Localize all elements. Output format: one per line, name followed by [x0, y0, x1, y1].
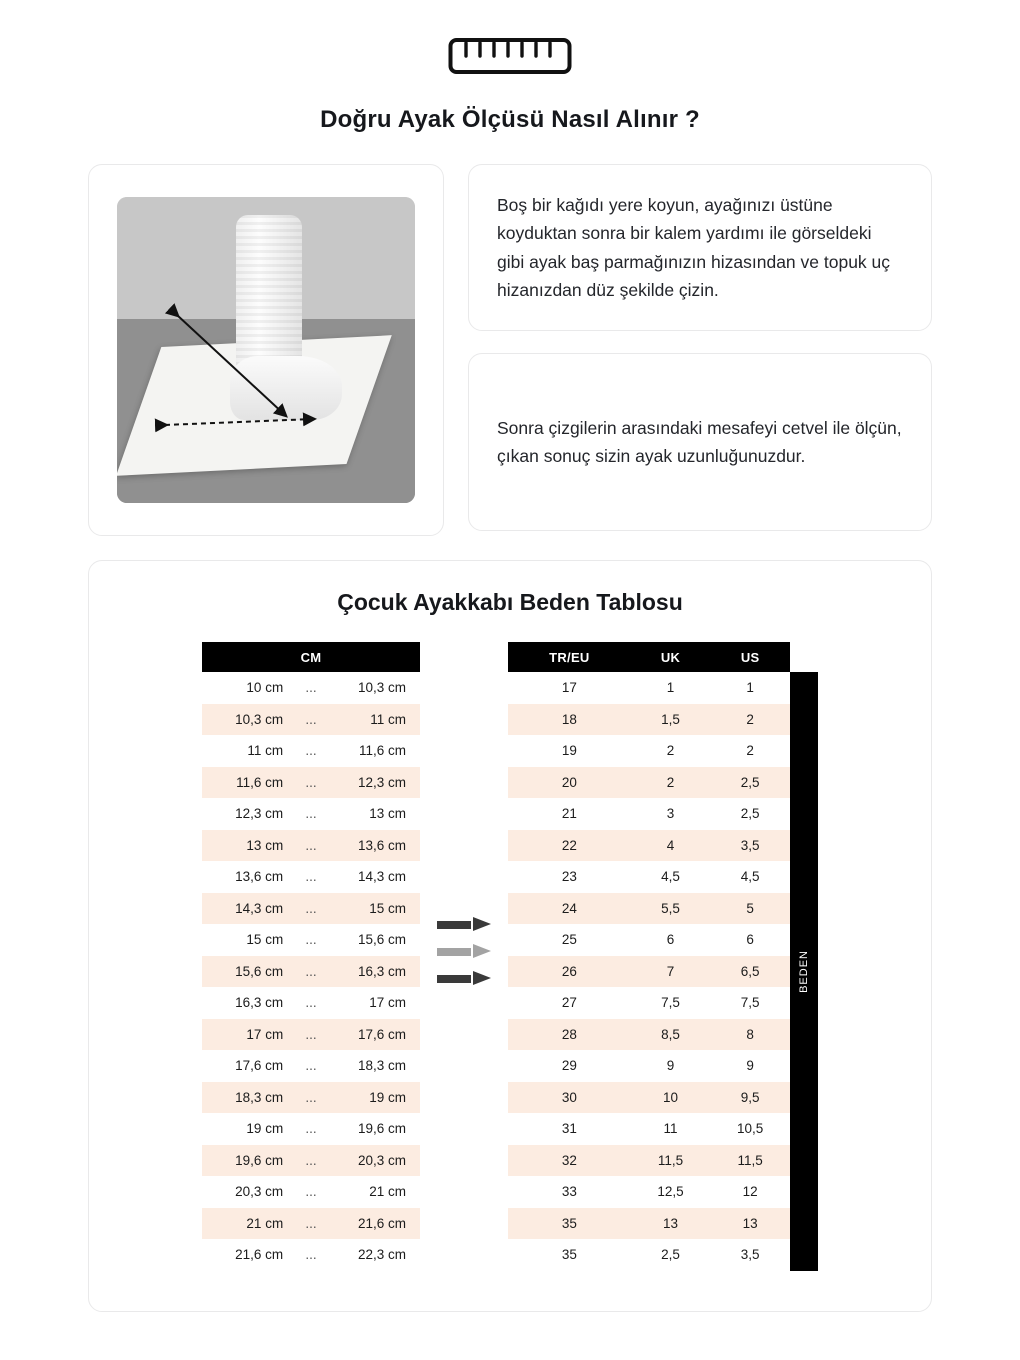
- size-cell: 11,5: [631, 1145, 711, 1177]
- cm-cell: 14,3 cm: [202, 893, 289, 925]
- cm-cell: ...: [289, 924, 333, 956]
- size-cell: 22: [508, 830, 631, 862]
- instruction-cards: [468, 164, 932, 531]
- cm-cell: 17,6 cm: [333, 1019, 420, 1051]
- instruction-card-2: Sonra çizgilerin arasındaki mesafeyi cetvel ile ölçün, çıkan sonuç sizin ayak uzunluğunuzdur.: [468, 353, 932, 531]
- cm-cell: 22,3 cm: [333, 1239, 420, 1271]
- table-row: [508, 956, 790, 988]
- table-row: [202, 1019, 420, 1051]
- size-cell: 3: [631, 798, 711, 830]
- table-row: [202, 1208, 420, 1240]
- size-table-header-us: US: [710, 642, 790, 672]
- size-cell: 11: [631, 1113, 711, 1145]
- size-table-body: [508, 672, 790, 1271]
- size-cell: 2,5: [710, 798, 790, 830]
- size-cell: 13: [710, 1208, 790, 1240]
- size-cell: 4,5: [710, 861, 790, 893]
- size-cell: 2: [710, 704, 790, 736]
- size-cell: 2: [631, 767, 711, 799]
- beden-label: BEDEN: [798, 949, 810, 993]
- page-title: Doğru Ayak Ölçüsü Nasıl Alınır ?: [320, 106, 700, 133]
- size-cell: 8,5: [631, 1019, 711, 1051]
- ruler-icon-wrap: [0, 0, 1020, 78]
- size-cell: 17: [508, 672, 631, 704]
- table-row: [202, 767, 420, 799]
- cm-cell: 15 cm: [202, 924, 289, 956]
- size-cell: 21: [508, 798, 631, 830]
- size-cell: 10,5: [710, 1113, 790, 1145]
- cm-cell: 21 cm: [202, 1208, 289, 1240]
- size-cell: 13: [631, 1208, 711, 1240]
- size-cell: 1: [631, 672, 711, 704]
- size-cell: 2: [710, 735, 790, 767]
- size-cell: 19: [508, 735, 631, 767]
- size-table: [508, 642, 790, 1271]
- cm-cell: ...: [289, 1208, 333, 1240]
- size-cell: 12,5: [631, 1176, 711, 1208]
- size-table-header-row: [508, 642, 790, 672]
- table-row: [202, 893, 420, 925]
- size-cell: 7: [631, 956, 711, 988]
- table-row: [202, 798, 420, 830]
- cm-cell: ...: [289, 987, 333, 1019]
- arrows-group: [420, 917, 508, 996]
- table-row: [508, 1050, 790, 1082]
- size-cell: 33: [508, 1176, 631, 1208]
- size-cell: 7,5: [710, 987, 790, 1019]
- instruction-card-1: Boş bir kağıdı yere koyun, ayağınızı üstüne koyduktan sonra bir kalem yardımı ile görseldeki gibi ayak baş parmağınızın hizasından ve topuk uç hizanızdan düz şekilde çizin.: [468, 164, 932, 331]
- size-cell: 6: [631, 924, 711, 956]
- table-row: [508, 767, 790, 799]
- table-row: [202, 704, 420, 736]
- cm-cell: 17,6 cm: [202, 1050, 289, 1082]
- cm-cell: 18,3 cm: [202, 1082, 289, 1114]
- size-cell: 7,5: [631, 987, 711, 1019]
- size-cell: 3,5: [710, 830, 790, 862]
- cm-cell: 14,3 cm: [333, 861, 420, 893]
- cm-cell: ...: [289, 735, 333, 767]
- cm-cell: 13,6 cm: [202, 861, 289, 893]
- cm-cell: 13 cm: [202, 830, 289, 862]
- table-row: [202, 987, 420, 1019]
- cm-cell: 11,6 cm: [333, 735, 420, 767]
- cm-table-header-row: [202, 642, 420, 672]
- cm-cell: 15,6 cm: [202, 956, 289, 988]
- cm-cell: 18,3 cm: [333, 1050, 420, 1082]
- size-cell: 23: [508, 861, 631, 893]
- size-cell: 9: [631, 1050, 711, 1082]
- cm-cell: 21,6 cm: [333, 1208, 420, 1240]
- table-row: [508, 1239, 790, 1271]
- instructions-section: [0, 164, 1020, 536]
- size-cell: 6: [710, 924, 790, 956]
- cm-cell: 21 cm: [333, 1176, 420, 1208]
- foot-measurement-photo: [117, 197, 415, 503]
- table-row: [202, 1050, 420, 1082]
- cm-cell: 10,3 cm: [202, 704, 289, 736]
- size-cell: 9: [710, 1050, 790, 1082]
- table-row: [202, 1239, 420, 1271]
- cm-cell: ...: [289, 767, 333, 799]
- cm-cell: ...: [289, 830, 333, 862]
- table-row: [508, 893, 790, 925]
- cm-cell: ...: [289, 861, 333, 893]
- cm-cell: ...: [289, 893, 333, 925]
- size-cell: 27: [508, 987, 631, 1019]
- size-cell: 3,5: [710, 1239, 790, 1271]
- size-cell: 8: [710, 1019, 790, 1051]
- size-cell: 5,5: [631, 893, 711, 925]
- beden-vertical-bar: [790, 672, 818, 1271]
- cm-cell: ...: [289, 1145, 333, 1177]
- cm-cell: ...: [289, 1019, 333, 1051]
- size-cell: 10: [631, 1082, 711, 1114]
- cm-cell: 12,3 cm: [202, 798, 289, 830]
- cm-table: [202, 642, 420, 1271]
- size-cell: 9,5: [710, 1082, 790, 1114]
- size-cell: 11,5: [710, 1145, 790, 1177]
- table-row: [202, 830, 420, 862]
- size-table-header-tr-eu: TR/EU: [508, 642, 631, 672]
- table-row: [508, 672, 790, 704]
- table-row: [202, 956, 420, 988]
- size-cell: 31: [508, 1113, 631, 1145]
- cm-cell: 21,6 cm: [202, 1239, 289, 1271]
- size-cell: 20: [508, 767, 631, 799]
- cm-cell: 10,3 cm: [333, 672, 420, 704]
- table-row: [508, 735, 790, 767]
- cm-cell: 11 cm: [333, 704, 420, 736]
- size-cell: 35: [508, 1208, 631, 1240]
- table-row: [508, 987, 790, 1019]
- cm-cell: 11 cm: [202, 735, 289, 767]
- table-row: [508, 1176, 790, 1208]
- cm-cell: ...: [289, 1239, 333, 1271]
- size-cell: 26: [508, 956, 631, 988]
- cm-cell: 16,3 cm: [202, 987, 289, 1019]
- table-row: [508, 1208, 790, 1240]
- photo-measure-arrows: [117, 197, 415, 503]
- cm-cell: ...: [289, 1082, 333, 1114]
- table-row: [202, 924, 420, 956]
- arrow-right-icon-3: [437, 971, 491, 986]
- cm-cell: ...: [289, 1050, 333, 1082]
- cm-cell: 19,6 cm: [333, 1113, 420, 1145]
- cm-cell: 13,6 cm: [333, 830, 420, 862]
- size-cell: 2: [631, 735, 711, 767]
- table-row: [202, 672, 420, 704]
- size-cell: 4,5: [631, 861, 711, 893]
- table-row: [202, 861, 420, 893]
- cm-cell: 16,3 cm: [333, 956, 420, 988]
- cm-cell: ...: [289, 704, 333, 736]
- size-cell: 18: [508, 704, 631, 736]
- size-cell: 2,5: [631, 1239, 711, 1271]
- size-cell: 29: [508, 1050, 631, 1082]
- cm-table-head: [202, 642, 420, 672]
- size-cell: 1,5: [631, 704, 711, 736]
- table-row: [508, 924, 790, 956]
- size-cell: 25: [508, 924, 631, 956]
- size-cell: 1: [710, 672, 790, 704]
- table-row: [508, 1145, 790, 1177]
- table-row: [202, 1113, 420, 1145]
- table-row: [508, 830, 790, 862]
- table-row: [508, 798, 790, 830]
- size-cell: 6,5: [710, 956, 790, 988]
- arrow-right-icon-2: [437, 944, 491, 959]
- size-table-header-uk: UK: [631, 642, 711, 672]
- size-cell: 12: [710, 1176, 790, 1208]
- cm-cell: 15 cm: [333, 893, 420, 925]
- cm-cell: 15,6 cm: [333, 924, 420, 956]
- table-row: [202, 1176, 420, 1208]
- table-row: [508, 1019, 790, 1051]
- size-table-card: [88, 560, 932, 1312]
- cm-table-header-cell: CM: [202, 642, 420, 672]
- cm-cell: 13 cm: [333, 798, 420, 830]
- cm-cell: 20,3 cm: [202, 1176, 289, 1208]
- size-table-title: Çocuk Ayakkabı Beden Tablosu: [337, 589, 683, 615]
- size-cell: 35: [508, 1239, 631, 1271]
- size-cell: 5: [710, 893, 790, 925]
- cm-cell: 17 cm: [333, 987, 420, 1019]
- table-row: [202, 1082, 420, 1114]
- cm-cell: ...: [289, 672, 333, 704]
- size-cell: 28: [508, 1019, 631, 1051]
- size-cell: 2,5: [710, 767, 790, 799]
- cm-cell: 10 cm: [202, 672, 289, 704]
- cm-cell: 12,3 cm: [333, 767, 420, 799]
- cm-cell: 20,3 cm: [333, 1145, 420, 1177]
- cm-cell: 19,6 cm: [202, 1145, 289, 1177]
- cm-cell: ...: [289, 956, 333, 988]
- cm-cell: 19 cm: [333, 1082, 420, 1114]
- table-row: [202, 735, 420, 767]
- size-tables-row: [89, 642, 931, 1271]
- size-cell: 32: [508, 1145, 631, 1177]
- ruler-icon: [448, 34, 572, 78]
- foot-measurement-photo-card: [88, 164, 444, 536]
- size-cell: 30: [508, 1082, 631, 1114]
- table-row: [508, 861, 790, 893]
- size-cell: 24: [508, 893, 631, 925]
- table-row: [508, 1082, 790, 1114]
- size-table-block: [508, 642, 818, 1271]
- cm-cell: 11,6 cm: [202, 767, 289, 799]
- table-row: [202, 1145, 420, 1177]
- cm-cell: ...: [289, 1113, 333, 1145]
- cm-cell: 17 cm: [202, 1019, 289, 1051]
- size-cell: 4: [631, 830, 711, 862]
- cm-table-body: [202, 672, 420, 1271]
- size-table-head: [508, 642, 790, 672]
- arrow-right-icon-1: [437, 917, 491, 932]
- cm-cell: 19 cm: [202, 1113, 289, 1145]
- cm-cell: ...: [289, 798, 333, 830]
- table-row: [508, 1113, 790, 1145]
- table-row: [508, 704, 790, 736]
- cm-cell: ...: [289, 1176, 333, 1208]
